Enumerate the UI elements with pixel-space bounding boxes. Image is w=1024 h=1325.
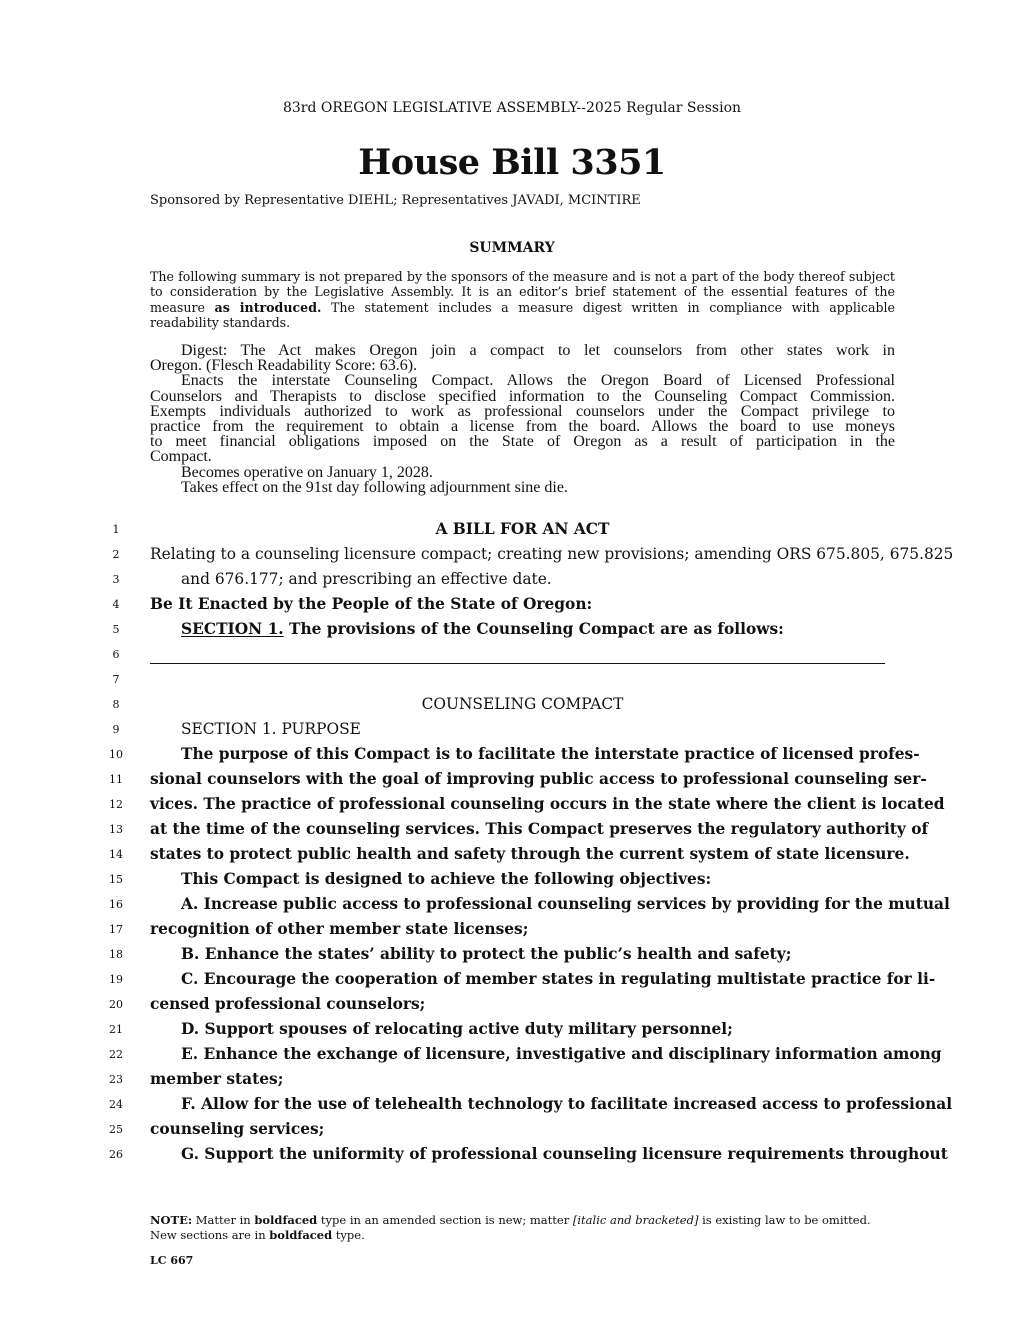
relating-clause: Relating to a counseling licensure compact; creating new provisions; amending ORS 675.805, 675.825 [150,545,954,563]
body-line: censed professional counselors; [150,995,426,1013]
body-line: E. Enhance the exchange of licensure, investigative and disciplinary information among [181,1045,942,1063]
summary-intro [150,269,895,330]
summary-heading: SUMMARY [469,240,555,256]
line-number: 2 [112,548,120,561]
line-number: 22 [109,1048,123,1061]
bill-heading: A BILL FOR AN ACT [435,520,610,538]
line-number: 3 [112,573,120,586]
digest-line: Counselors and Therapists to disclose specified information to the Counseling Compact Commission. [150,387,895,405]
line-number: 21 [109,1023,123,1036]
enacting-clause: Be It Enacted by the People of the State of Oregon: [150,595,593,613]
line-number: 10 [109,748,123,761]
body-line: member states; [150,1070,284,1088]
sponsors-line: Sponsored by Representative DIEHL; Representatives JAVADI, MCINTIRE [150,193,641,208]
line-number: 4 [112,598,120,611]
line-number: 20 [109,998,123,1011]
line-number: 11 [109,773,123,786]
line-number: 9 [112,723,120,736]
body-line: D. Support spouses of relocating active duty military personnel; [181,1020,733,1038]
line-number: 15 [109,873,123,886]
line-number: 16 [109,898,123,911]
body-line: C. Encourage the cooperation of member states in regulating multistate practice for li- [181,970,936,988]
line-number: 5 [112,623,120,636]
note-text: New sections are in [150,1228,266,1242]
line-number: 7 [112,673,120,686]
body-line: A. Increase public access to professional counseling services by providing for the mutual [181,895,950,913]
digest-line: Takes effect on the 91st day following adjournment sine die. [181,478,568,496]
digest-line: to meet financial obligations imposed on the State of Oregon as a result of participation in the [150,433,895,451]
section-1-line [181,620,784,638]
footer-note [150,1213,871,1243]
line-number: 18 [109,948,123,961]
body-line: states to protect public health and safety through the current system of state licensure. [150,845,910,863]
relating-clause-cont: and 676.177; and prescribing an effective date. [181,570,552,588]
line-number: 25 [109,1123,123,1136]
note-bold: boldfaced [269,1228,333,1242]
note-italic: [italic and bracketed] [572,1213,699,1227]
digest-line: Enacts the interstate Counseling Compact. Allows the Oregon Board of Licensed Professional [181,372,895,390]
digest-line: Oregon. (Flesch Readability Score: 63.6). [150,357,418,375]
line-number: 23 [109,1073,123,1086]
body-line: This Compact is designed to achieve the following objectives: [181,870,712,888]
section-1-label: SECTION 1. [181,620,284,638]
bill-title: House Bill 3351 [358,142,666,183]
line-number: 8 [112,698,120,711]
line-number: 24 [109,1098,123,1111]
body-line: vices. The practice of professional counseling occurs in the state where the client is located [150,795,945,813]
line-number: 1 [112,523,120,536]
summary-intro-before: The following summary is not prepared by the sponsors of the measure and is not a part of the body thereof subject to consideration by the Legislative Assembly. It is an editor’s brief statement of the essential features of the measure [150,269,895,315]
digest-line: Exempts individuals authorized to work as professional counselors under the Compact privilege to [150,402,895,420]
line-number: 13 [109,823,123,836]
digest-line: Becomes operative on January 1, 2028. [181,463,433,481]
note-text: Matter in [195,1213,251,1227]
body-line: at the time of the counseling services. This Compact preserves the regulatory authority of [150,820,929,838]
line-number: 6 [112,648,120,661]
body-line: B. Enhance the states’ ability to protect the public’s health and safety; [181,945,792,963]
body-line: recognition of other member state licenses; [150,920,529,938]
line-number: 19 [109,973,123,986]
body-line: The purpose of this Compact is to facilitate the interstate practice of licensed profes- [181,745,920,763]
note-text: is existing law to be omitted. [702,1213,871,1227]
lc-number: LC 667 [150,1254,194,1267]
digest [150,343,895,495]
body-line: G. Support the uniformity of professional counseling licensure requirements throughout [181,1145,948,1163]
note-label: NOTE: [150,1213,193,1227]
body-line: sional counselors with the goal of improving public access to professional counseling ser- [150,770,927,788]
footer-note-line-1 [150,1213,871,1228]
section-1-text: The provisions of the Counseling Compact are as follows: [289,620,784,638]
section-divider [150,663,885,664]
summary-intro-bold: as introduced. [214,299,322,315]
note-bold: boldfaced [254,1213,318,1227]
body-line: F. Allow for the use of telehealth technology to facilitate increased access to professional [181,1095,953,1113]
line-number: 14 [109,848,123,861]
digest-line: Digest: The Act makes Oregon join a compact to let counselors from other states work in [181,342,895,359]
digest-line: Compact. [150,448,212,466]
body-line: counseling services; [150,1120,325,1138]
compact-heading: COUNSELING COMPACT [421,695,624,713]
digest-line: practice from the requirement to obtain a license from the board. Allows the board to use moneys [150,418,895,436]
summary-intro-after: The statement includes a measure digest written in compliance with applicable readability standards. [150,299,895,330]
line-number: 17 [109,923,123,936]
note-text: type in an amended section is new; matter [320,1213,570,1227]
purpose-heading: SECTION 1. PURPOSE [181,720,361,738]
line-number: 12 [109,798,123,811]
note-text: type. [335,1228,365,1242]
footer-note-line-2 [150,1228,871,1243]
session-header: 83rd OREGON LEGISLATIVE ASSEMBLY--2025 Regular Session [282,100,742,116]
line-number: 26 [109,1148,123,1161]
